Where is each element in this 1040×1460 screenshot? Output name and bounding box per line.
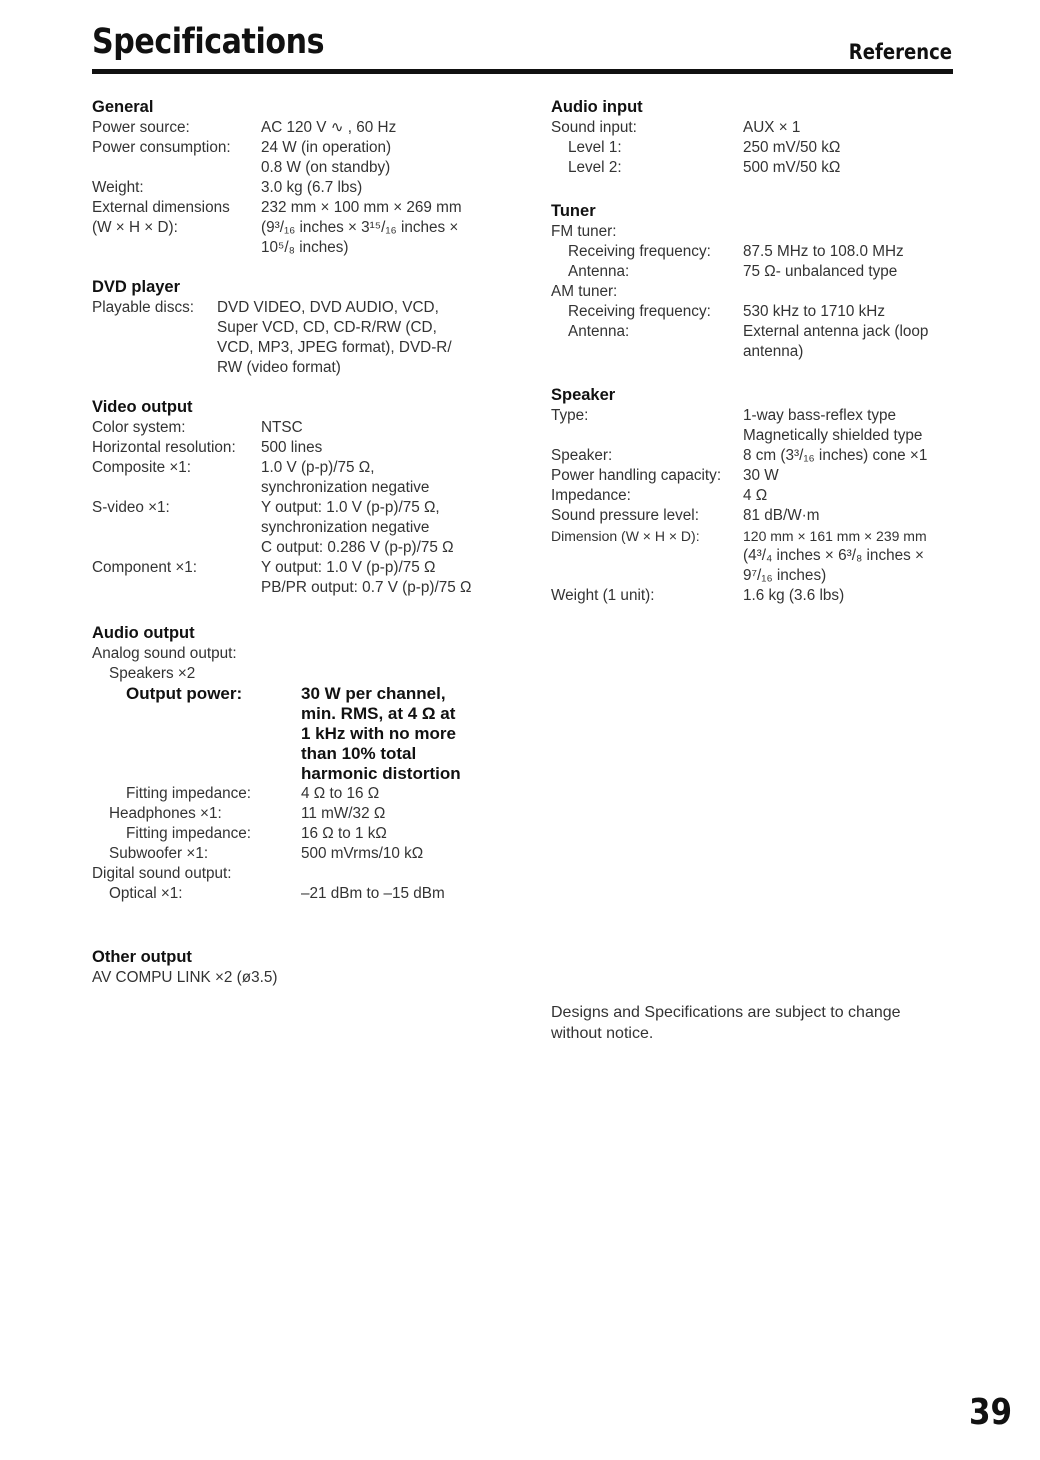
spec-value: 4 Ω <box>743 487 768 504</box>
spec-label: Level 2: <box>568 159 622 176</box>
audio-output-section <box>92 623 512 904</box>
spec-value: 120 mm × 161 mm × 239 mm <box>743 528 927 544</box>
spec-label: Fitting impedance: <box>126 825 251 842</box>
spec-label: Digital sound output: <box>92 865 232 882</box>
spec-value: 87.5 MHz to 108.0 MHz <box>743 243 904 260</box>
audio-input-section <box>551 97 956 178</box>
spec-label: Weight: <box>92 179 144 196</box>
spec-value: 530 kHz to 1710 kHz <box>743 303 885 320</box>
spec-label: FM tuner: <box>551 223 617 240</box>
spec-value: –21 dBm to –15 dBm <box>301 885 445 902</box>
spec-value: AUX × 1 <box>743 119 801 136</box>
spec-value: 81 dB/W·m <box>743 507 820 524</box>
spec-value: 1.6 kg (3.6 lbs) <box>743 587 845 604</box>
dvd-player-title: DVD player <box>92 278 181 296</box>
spec-label: Horizontal resolution: <box>92 439 236 456</box>
spec-value: synchronization negative <box>261 479 430 496</box>
spec-value: antenna) <box>743 343 804 360</box>
other-output-title: Other output <box>92 948 192 966</box>
spec-value: Super VCD, CD, CD-R/RW (CD, <box>217 319 437 336</box>
spec-value: 30 W per channel, <box>301 684 446 703</box>
spec-value: 232 mm × 100 mm × 269 mm <box>261 199 462 216</box>
spec-label: Receiving frequency: <box>568 243 711 260</box>
other-output-section <box>92 947 512 988</box>
note-line: without notice. <box>551 1025 654 1042</box>
spec-value: 8 cm (3³/₁₆ inches) cone ×1 <box>743 447 928 464</box>
spec-label: S-video ×1: <box>92 499 170 516</box>
spec-value: 500 mVrms/10 kΩ <box>301 845 424 862</box>
spec-value: Y output: 1.0 V (p-p)/75 Ω, <box>261 499 440 516</box>
spec-label: Subwoofer ×1: <box>109 845 209 862</box>
spec-label: Sound pressure level: <box>551 507 699 524</box>
spec-value: (9³/₁₆ inches × 3¹⁵/₁₆ inches × <box>261 219 459 236</box>
spec-label: AM tuner: <box>551 283 618 300</box>
spec-label: Antenna: <box>568 323 630 340</box>
spec-label: Receiving frequency: <box>568 303 711 320</box>
spec-value: External antenna jack (loop <box>743 323 929 340</box>
spec-label: (W × H × D): <box>92 219 178 236</box>
spec-label: Level 1: <box>568 139 622 156</box>
spec-label: Playable discs: <box>92 299 195 316</box>
spec-label: External dimensions <box>92 199 230 216</box>
spec-value: than 10% total <box>301 744 417 763</box>
spec-value: 250 mV/50 kΩ <box>743 139 841 156</box>
note-line: Designs and Specifications are subject to change <box>551 1004 901 1021</box>
tuner-section <box>551 201 956 362</box>
spec-label: Power handling capacity: <box>551 467 722 484</box>
spec-value: NTSC <box>261 419 303 436</box>
left-column <box>92 97 512 1007</box>
spec-label: Impedance: <box>551 487 631 504</box>
speaker-title: Speaker <box>551 386 616 404</box>
audio-output-title: Audio output <box>92 624 195 642</box>
spec-label: Power source: <box>92 119 190 136</box>
spec-label: Component ×1: <box>92 559 198 576</box>
spec-label: Speakers ×2 <box>109 665 196 682</box>
spec-value: AC 120 V ∿ , 60 Hz <box>261 119 397 136</box>
general-section <box>92 97 512 258</box>
speaker-section <box>551 385 956 606</box>
right-column <box>551 97 956 625</box>
spec-label: Analog sound output: <box>92 645 237 662</box>
spec-value: 1.0 V (p-p)/75 Ω, <box>261 459 375 476</box>
spec-value: 500 mV/50 kΩ <box>743 159 841 176</box>
spec-value: 11 mW/32 Ω <box>301 805 386 822</box>
video-output-section <box>92 397 512 598</box>
tuner-title: Tuner <box>551 202 596 220</box>
spec-label: Composite ×1: <box>92 459 192 476</box>
spec-value: 16 Ω to 1 kΩ <box>301 825 387 842</box>
spec-label: Fitting impedance: <box>126 785 251 802</box>
spec-value: (4³/₄ inches × 6³/₈ inches × <box>743 547 924 564</box>
spec-label: Type: <box>551 407 589 424</box>
spec-label: Power consumption: <box>92 139 231 156</box>
header-rule <box>92 69 953 74</box>
spec-value: PB/PR output: 0.7 V (p-p)/75 Ω <box>261 579 472 596</box>
spec-value: VCD, MP3, JPEG format), DVD-R/ <box>217 339 452 356</box>
spec-value: 1 kHz with no more <box>301 724 456 743</box>
spec-value: Y output: 1.0 V (p-p)/75 Ω <box>261 559 436 576</box>
page-number: 39 <box>968 1392 1012 1433</box>
spec-value: 500 lines <box>261 439 323 456</box>
spec-value: harmonic distortion <box>301 764 461 783</box>
spec-value: 10⁵/₈ inches) <box>261 239 349 256</box>
spec-value: C output: 0.286 V (p-p)/75 Ω <box>261 539 454 556</box>
spec-value: min. RMS, at 4 Ω at <box>301 704 456 723</box>
spec-value: 9⁷/₁₆ inches) <box>743 567 827 584</box>
video-output-title: Video output <box>92 398 193 416</box>
general-title: General <box>92 98 154 116</box>
spec-label: Headphones ×1: <box>109 805 222 822</box>
dvd-player-section <box>92 277 512 378</box>
spec-label: Weight (1 unit): <box>551 587 655 604</box>
spec-label: Antenna: <box>568 263 630 280</box>
spec-value: RW (video format) <box>217 359 341 376</box>
spec-value: Magnetically shielded type <box>743 427 923 444</box>
page-title: Specifications <box>92 22 325 62</box>
spec-value: 3.0 kg (6.7 lbs) <box>261 179 363 196</box>
spec-label: Sound input: <box>551 119 637 136</box>
spec-value: 0.8 W (on standby) <box>261 159 391 176</box>
spec-label: Dimension (W × H × D): <box>551 528 700 544</box>
spec-label: Output power: <box>126 684 243 703</box>
spec-label: Color system: <box>92 419 186 436</box>
audio-input-title: Audio input <box>551 98 643 116</box>
spec-value: 1-way bass-reflex type <box>743 407 897 424</box>
spec-value: 30 W <box>743 467 779 484</box>
spec-value: 75 Ω- unbalanced type <box>743 263 898 280</box>
disclaimer-note <box>551 1002 951 1044</box>
spec-value: 24 W (in operation) <box>261 139 392 156</box>
section-label: Reference <box>848 40 952 64</box>
spec-value: AV COMPU LINK ×2 (ø3.5) <box>92 969 278 986</box>
spec-value: DVD VIDEO, DVD AUDIO, VCD, <box>217 299 439 316</box>
spec-label: Speaker: <box>551 447 613 464</box>
spec-value: synchronization negative <box>261 519 430 536</box>
spec-label: Optical ×1: <box>109 885 183 902</box>
spec-value: 4 Ω to 16 Ω <box>301 785 380 802</box>
